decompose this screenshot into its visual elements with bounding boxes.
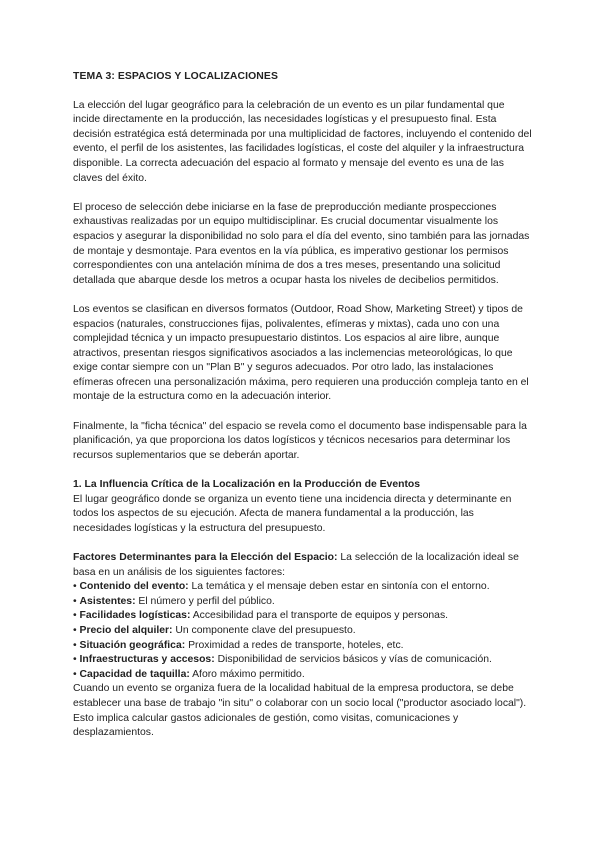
bullet: • <box>73 610 77 622</box>
intro-paragraph-4: Finalmente, la "ficha técnica" del espacio se revela como el documento base indispensable para la planificación, ya que proporciona los datos logísticos y técnicos necesarios para determinar los recursos suplementarios que se deberán aportar. <box>73 420 527 461</box>
intro-paragraph-1: La elección del lugar geográfico para la celebración de un evento es un pilar fundamental que incide directamente en la producción, las necesidades logísticas y el presupuesto final. Esta decisión estratégica está determinada por una multiplicidad de factores, incluyendo el contenido del evento, el perfil de los asistentes, las facilidades logísticas, el coste del alquiler y la infraestructura disponible. La correcta adecuación del espacio al formato y mensaje del evento es una de las claves del éxito. <box>73 99 532 184</box>
bullet: • <box>73 654 77 666</box>
bullet: • <box>73 595 77 607</box>
factor-text: Accesibilidad para el transporte de equipos y personas. <box>190 610 449 622</box>
bullet: • <box>73 639 77 651</box>
factors-list <box>73 580 533 682</box>
list-item <box>73 609 533 624</box>
factor-text: La temática y el mensaje deben estar en sintonía con el entorno. <box>188 581 490 593</box>
factor-label: Facilidades logísticas: <box>79 610 191 622</box>
section-1-text: El lugar geográfico donde se organiza un evento tiene una incidencia directa y determinante en todos los aspectos de su ejecución. Afecta de manera fundamental a la producción, las necesidades logísticas y la estructura del presupuesto. <box>73 493 512 534</box>
factors-heading: Factores Determinantes para la Elección del Espacio: <box>73 552 338 563</box>
intro-paragraph-3: Los eventos se clasifican en diversos formatos (Outdoor, Road Show, Marketing Street) y tipos de espacios (naturales, construcciones fijas, polivalentes, efímeras y mixtas), cada uno con una complejidad técnica y un impacto presupuestario distintos. Los espacios al aire libre, aunque atractivos, presentan riesgos significativos asociados a las inclemencias meteorológicas, lo que exige contar siempre con un "Plan B" y seguros adecuados. Por otro lado, las instalaciones efímeras ofrecen una personalización máxima, pero requieren una producción compleja tanto en el montaje de la estructura como en la adecuación interior. <box>73 303 529 403</box>
bullet: • <box>73 624 77 636</box>
factor-label: Situación geográfica: <box>79 639 186 651</box>
factor-label: Precio del alquiler: <box>79 624 173 636</box>
factor-text: Proximidad a redes de transporte, hoteles, etc. <box>185 639 404 651</box>
list-item <box>73 624 533 639</box>
factor-label: Asistentes: <box>79 595 136 607</box>
document-title: TEMA 3: ESPACIOS Y LOCALIZACIONES <box>73 71 278 82</box>
factor-text: El número y perfil del público. <box>135 595 275 607</box>
intro-paragraph-2: El proceso de selección debe iniciarse en la fase de preproducción mediante prospecciones exhaustivas realizadas por un equipo multidisciplinar. Es crucial documentar visualmente los espacios y asegurar la disponibilidad no solo para el día del evento, sino también para las jornadas de montaje y desmontaje. Para eventos en la vía pública, es imperativo gestionar los permisos correspondientes con una antelación mínima de dos a tres meses, presentando una solicitud detallada que abarque desde los metros a ocupar hasta los niveles de decibelios permitidos. <box>73 201 530 286</box>
bullet: • <box>73 668 77 680</box>
factor-label: Capacidad de taquilla: <box>79 668 190 680</box>
factor-text: Aforo máximo permitido. <box>189 668 305 680</box>
bullet: • <box>73 581 77 593</box>
factor-text: Un componente clave del presupuesto. <box>172 624 356 636</box>
factors-block <box>73 551 533 580</box>
list-item <box>73 668 533 683</box>
factor-label: Contenido del evento: <box>79 581 189 593</box>
factors-intro: La selección de la localización ideal se basa en un análisis de los siguientes factores: <box>73 552 519 578</box>
list-item <box>73 595 533 610</box>
list-item <box>73 580 533 595</box>
list-item <box>73 639 533 654</box>
list-item <box>73 653 533 668</box>
section-1-heading: 1. La Influencia Crítica de la Localización en la Producción de Eventos <box>73 479 421 491</box>
document-page <box>73 70 533 741</box>
factor-text: Disponibilidad de servicios básicos y vías de comunicación. <box>214 654 492 666</box>
factor-label: Infraestructuras y accesos: <box>79 654 215 666</box>
factors-after-text: Cuando un evento se organiza fuera de la localidad habitual de la empresa productora, se debe establecer una base de trabajo "in situ" o colaborar con un socio local ("productor asociado local"). Esto implica calcular gastos adicionales de gestión, como visitas, comunicaciones y desplazamientos. <box>73 683 527 739</box>
